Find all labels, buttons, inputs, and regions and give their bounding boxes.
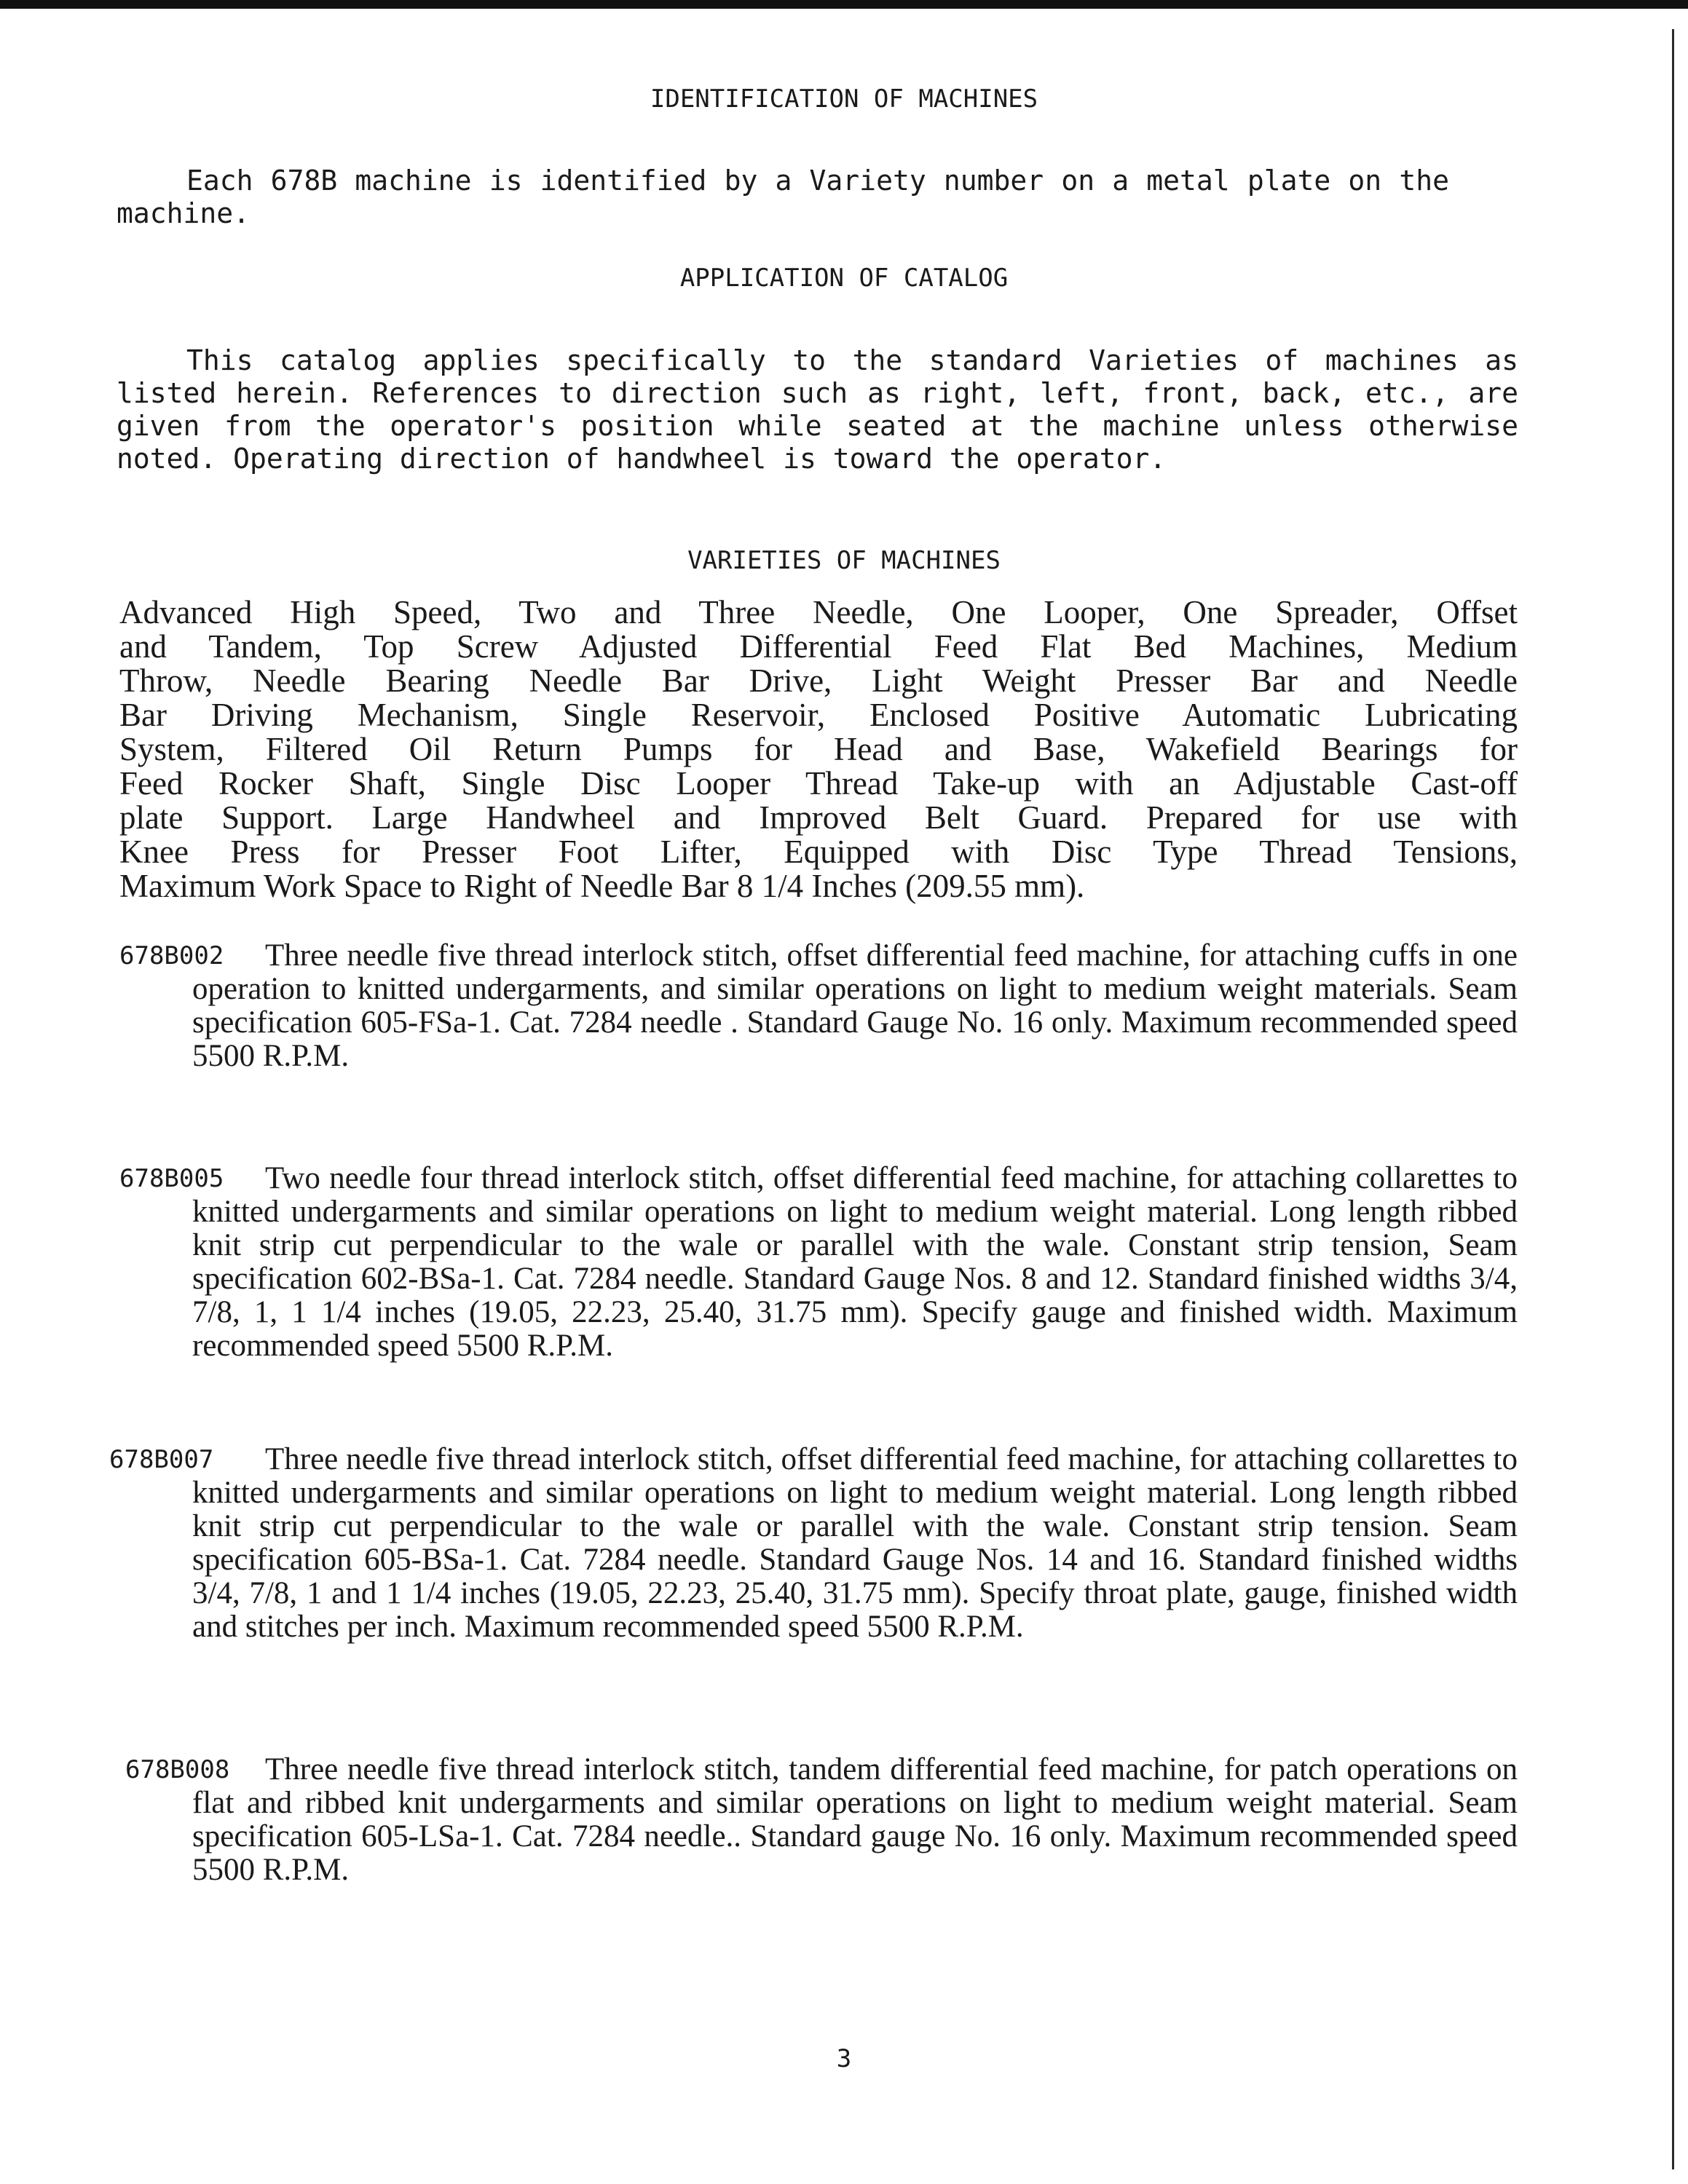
general-line: Bar Driving Mechanism, Single Reservoir, Enclosed Positive Automatic Lubricating xyxy=(119,697,1518,733)
variety-description: Three needle five thread interlock stitch, tandem differential feed machine, for patch operations on flat and ribbed knit undergarments and similar operations on light to medium weight material. Seam specification 605-LSa-1. Cat. 7284 needle.. Standard gauge No. 16 only. Maximum recommended speed 5500 R.P.M. xyxy=(192,1752,1518,1887)
variety-entry-678b002 xyxy=(119,939,1518,1114)
variety-code: 678B008 xyxy=(125,1755,230,1784)
general-line: plate Support. Large Handwheel and Improved Belt Guard. Prepared for use with xyxy=(119,799,1518,836)
general-line: and Tandem, Top Screw Adjusted Differential Feed Flat Bed Machines, Medium xyxy=(119,628,1518,665)
general-line: Throw, Needle Bearing Needle Bar Drive, Light Weight Presser Bar and Needle xyxy=(119,662,1518,699)
variety-code: 678B002 xyxy=(119,941,224,970)
varieties-general-description xyxy=(119,596,1518,903)
identification-paragraph xyxy=(117,165,1449,230)
general-line: Knee Press for Presser Foot Lifter, Equipped with Disc Type Thread Tensions, xyxy=(119,834,1518,870)
variety-entry-678b008 xyxy=(125,1753,1518,1928)
variety-entry-678b007 xyxy=(109,1443,1518,1690)
application-heading: APPLICATION OF CATALOG xyxy=(679,264,1009,293)
general-line: Maximum Work Space to Right of Needle Bar 8 1/4 Inches (209.55 mm). xyxy=(119,868,1085,904)
application-body: This catalog applies specifically to the standard Varieties of machines as listed herein. References to direction such as right, left, front, back, etc., are given from the operator's position while seated at the machine unless otherwise noted. Operating direction of handwheel is toward the operator. xyxy=(117,344,1518,475)
variety-description: Three needle five thread interlock stitch, offset differential feed machine, for attaching collarettes to knitted undergarments and similar operations on light to medium weight material. Long length ribbed knit strip cut perpendicular to the wale or parallel with the wale. Constant strip tension. Seam specification 605-BSa-1. Cat. 7284 needle. Standard Gauge Nos. 14 and 16. Standard finished widths 3/4, 7/8, 1 and 1 1/4 inches (19.05, 22.23, 25.40, 31.75 mm). Specify throat plate, gauge, finished width and stitches per inch. Maximum recommended speed 5500 R.P.M. xyxy=(192,1442,1518,1644)
general-line: Feed Rocker Shaft, Single Disc Looper Thread Take-up with an Adjustable Cast-off xyxy=(119,765,1518,802)
variety-entry-678b005 xyxy=(119,1162,1518,1409)
identification-body: Each 678B machine is identified by a Variety number on a metal plate on the machine. xyxy=(117,165,1449,229)
general-line: System, Filtered Oil Return Pumps for Head and Base, Wakefield Bearings for xyxy=(119,731,1518,767)
page-number: 3 xyxy=(836,2044,852,2073)
application-paragraph xyxy=(117,344,1518,475)
varieties-heading: VARIETIES OF MACHINES xyxy=(687,546,1001,575)
identification-heading: IDENTIFICATION OF MACHINES xyxy=(650,84,1038,114)
right-border-rule xyxy=(1672,29,1674,2169)
top-border-rule xyxy=(0,0,1688,9)
variety-code: 678B007 xyxy=(109,1445,214,1474)
variety-code: 678B005 xyxy=(119,1164,224,1193)
general-line: Advanced High Speed, Two and Three Needle, One Looper, One Spreader, Offset xyxy=(119,594,1518,630)
variety-description: Three needle five thread interlock stitch, offset differential feed machine, for attaching cuffs in one operation to knitted undergarments, and similar operations on light to medium weight materials. Seam specification 605-FSa-1. Cat. 7284 needle . Standard Gauge No. 16 only. Maximum recommended speed 5500 R.P.M. xyxy=(192,938,1518,1073)
variety-description: Two needle four thread interlock stitch, offset differential feed machine, for attaching collarettes to knitted undergarments and similar operations on light to medium weight material. Long length ribbed knit strip cut perpendicular to the wale or parallel with the wale. Constant strip tension, Seam specification 602-BSa-1. Cat. 7284 needle. Standard Gauge Nos. 8 and 12. Standard finished widths 3/4, 7/8, 1, 1 1/4 inches (19.05, 22.23, 25.40, 31.75 mm). Specify gauge and finished width. Maximum recommended speed 5500 R.P.M. xyxy=(192,1161,1518,1363)
